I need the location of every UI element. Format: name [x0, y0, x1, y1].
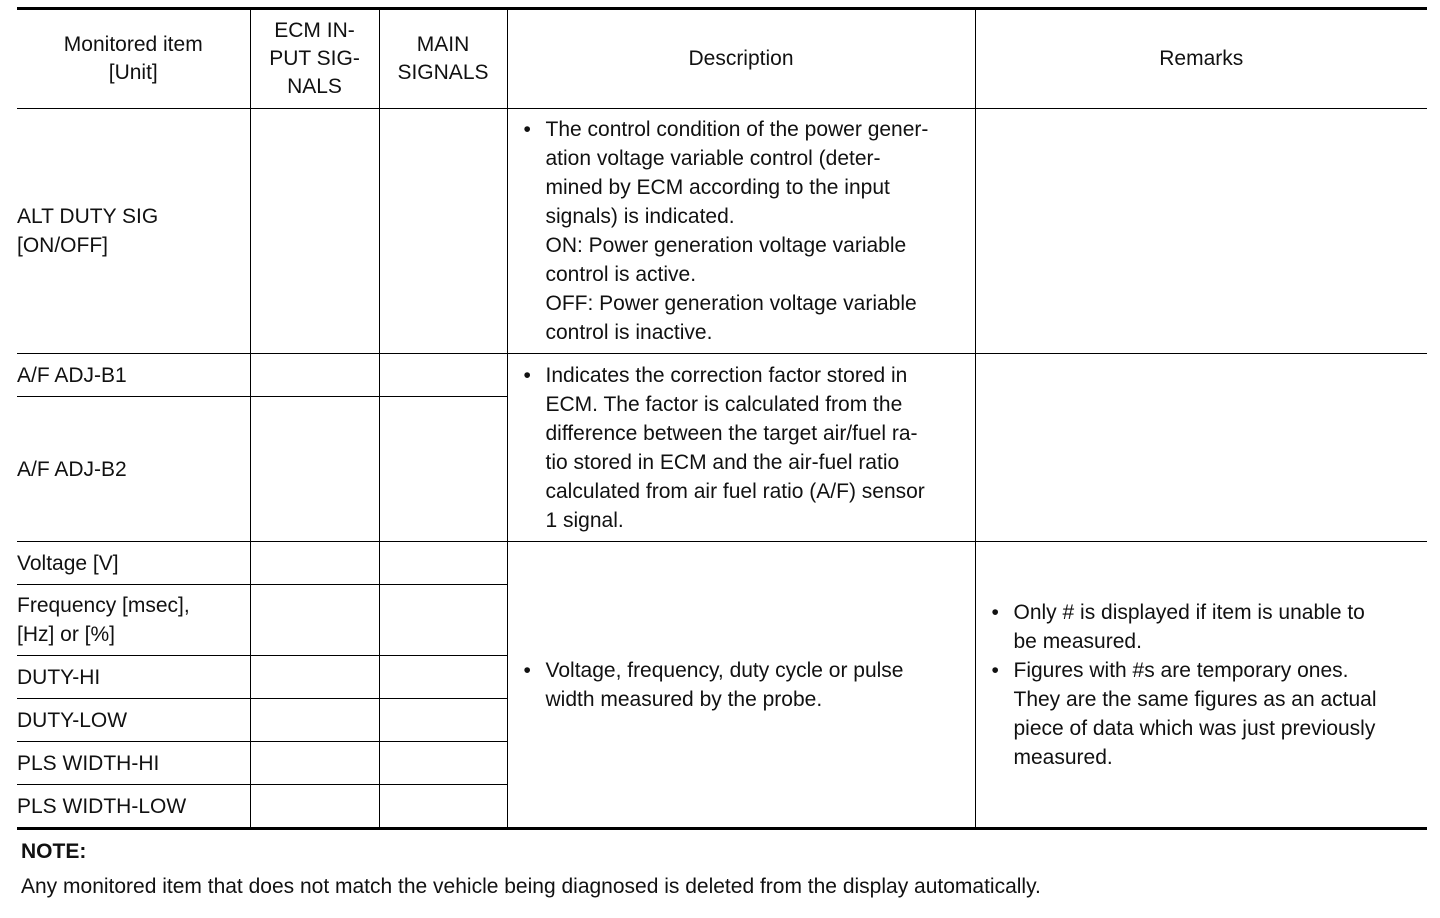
- item-cell: A/F ADJ-B2: [17, 397, 250, 542]
- ecm-input-cell: [250, 742, 379, 785]
- header-main-signals: MAIN SIGNALS: [379, 9, 507, 109]
- description-bullet: • The control condition of the power gener- ation voltage variable control (deter- mined by ECM according to the input signals) is indicated. ON: Power generation voltage variable control is active. OFF: Power generation voltage variable control is inactive.: [546, 115, 967, 347]
- monitored-items-table: [17, 7, 1427, 830]
- item-cell: A/F ADJ-B1: [17, 354, 250, 397]
- ecm-input-cell: [250, 542, 379, 585]
- main-signal-cell: [379, 397, 507, 542]
- item-cell: PLS WIDTH-LOW: [17, 785, 250, 829]
- ecm-input-cell: [250, 109, 379, 354]
- note-title: NOTE:: [21, 840, 87, 863]
- main-signal-cell: [379, 585, 507, 656]
- main-signal-cell: [379, 785, 507, 829]
- header-description: Description: [507, 9, 975, 109]
- item-cell: DUTY-LOW: [17, 699, 250, 742]
- description-cell: [507, 109, 975, 354]
- description-cell: [507, 542, 975, 829]
- note-text: Any monitored item that does not match the vehicle being diagnosed is deleted from the display automatically.: [21, 875, 1041, 898]
- main-signal-cell: [379, 354, 507, 397]
- table-row: [17, 542, 1427, 585]
- remarks-cell: [975, 354, 1427, 542]
- remarks-cell: [975, 109, 1427, 354]
- ecm-input-cell: [250, 699, 379, 742]
- main-signal-cell: [379, 109, 507, 354]
- remark-bullet: • Only # is displayed if item is unable to be measured.: [1014, 598, 1420, 656]
- item-cell: ALT DUTY SIG [ON/OFF]: [17, 109, 250, 354]
- table-header-row: [17, 9, 1427, 109]
- item-cell: DUTY-HI: [17, 656, 250, 699]
- ecm-input-cell: [250, 397, 379, 542]
- main-signal-cell: [379, 742, 507, 785]
- remark-bullet: • Figures with #s are temporary ones. They are the same figures as an actual piece of data which was just previously measured.: [1014, 656, 1420, 772]
- item-cell: PLS WIDTH-HI: [17, 742, 250, 785]
- table-row: [17, 354, 1427, 397]
- item-cell: Frequency [msec], [Hz] or [%]: [17, 585, 250, 656]
- main-signal-cell: [379, 542, 507, 585]
- main-signal-cell: [379, 656, 507, 699]
- description-cell: [507, 354, 975, 542]
- remarks-cell: [975, 542, 1427, 829]
- header-ecm-input-signals: ECM IN- PUT SIG- NALS: [250, 9, 379, 109]
- main-signal-cell: [379, 699, 507, 742]
- description-bullet: • Indicates the correction factor stored in ECM. The factor is calculated from the difference between the target air/fuel ra- tio stored in ECM and the air-fuel ratio calculated from air fuel ratio (A/F) sensor 1 signal.: [546, 361, 967, 535]
- header-remarks: Remarks: [975, 9, 1427, 109]
- ecm-input-cell: [250, 585, 379, 656]
- ecm-input-cell: [250, 354, 379, 397]
- ecm-input-cell: [250, 656, 379, 699]
- ecm-input-cell: [250, 785, 379, 829]
- item-cell: Voltage [V]: [17, 542, 250, 585]
- table-row: [17, 109, 1427, 354]
- header-monitored-item: Monitored item [Unit]: [17, 9, 250, 109]
- description-bullet: • Voltage, frequency, duty cycle or pulse width measured by the probe.: [546, 656, 967, 714]
